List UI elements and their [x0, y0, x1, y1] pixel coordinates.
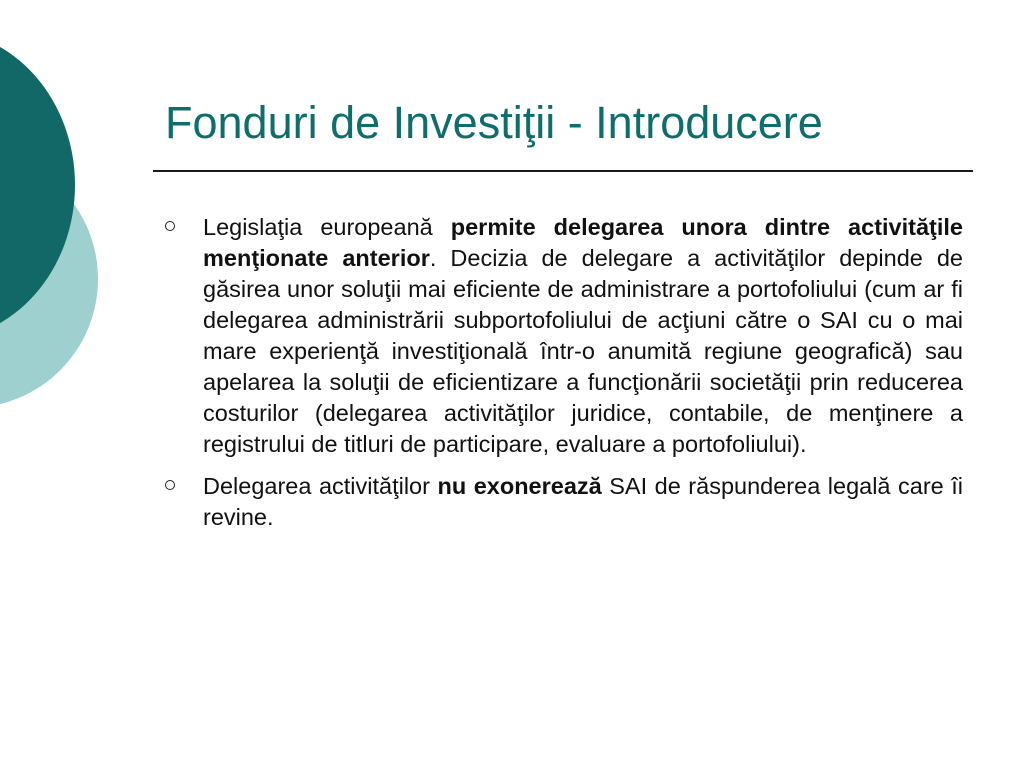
- bullet-text-segment: SAI de răspunderea legală care îi revine.: [203, 473, 963, 530]
- slide-title: Fonduri de Investiţii - Introducere: [165, 97, 823, 148]
- bullet-text-segment-bold: nu exonerează: [437, 473, 602, 499]
- bullet-item-delegation-liability: [160, 471, 963, 533]
- bullet-item-delegation-legislation: [160, 212, 963, 460]
- bullet-list: [160, 212, 963, 544]
- bullet-text-segment: . Decizia de delegare a activităţilor depinde de găsirea unor soluţii mai eficiente de administrare a portofoliului (cum ar fi delegarea administrării subportofoliului de acţiuni către o SAI cu o mai mare experienţă investiţională într-o anumită regiune geografică) sau apelarea la soluţii de eficientizare a funcţionării societăţii prin reducerea costurilor (delegarea activităţilor juridice, contabile, de menţinere a registrului de titluri de participare, evaluare a portofoliului).: [203, 245, 963, 457]
- bullet-text-segment: Delegarea activităţilor: [203, 473, 438, 499]
- title-divider: [153, 170, 973, 172]
- bullet-text-segment: Legislaţia europeană: [203, 214, 451, 240]
- hollow-circle-bullet-icon: [165, 221, 175, 231]
- bullet-text-segment-bold: permite delegarea unora dintre activităţile menţionate anterior: [203, 214, 963, 271]
- hollow-circle-bullet-icon: [165, 480, 175, 490]
